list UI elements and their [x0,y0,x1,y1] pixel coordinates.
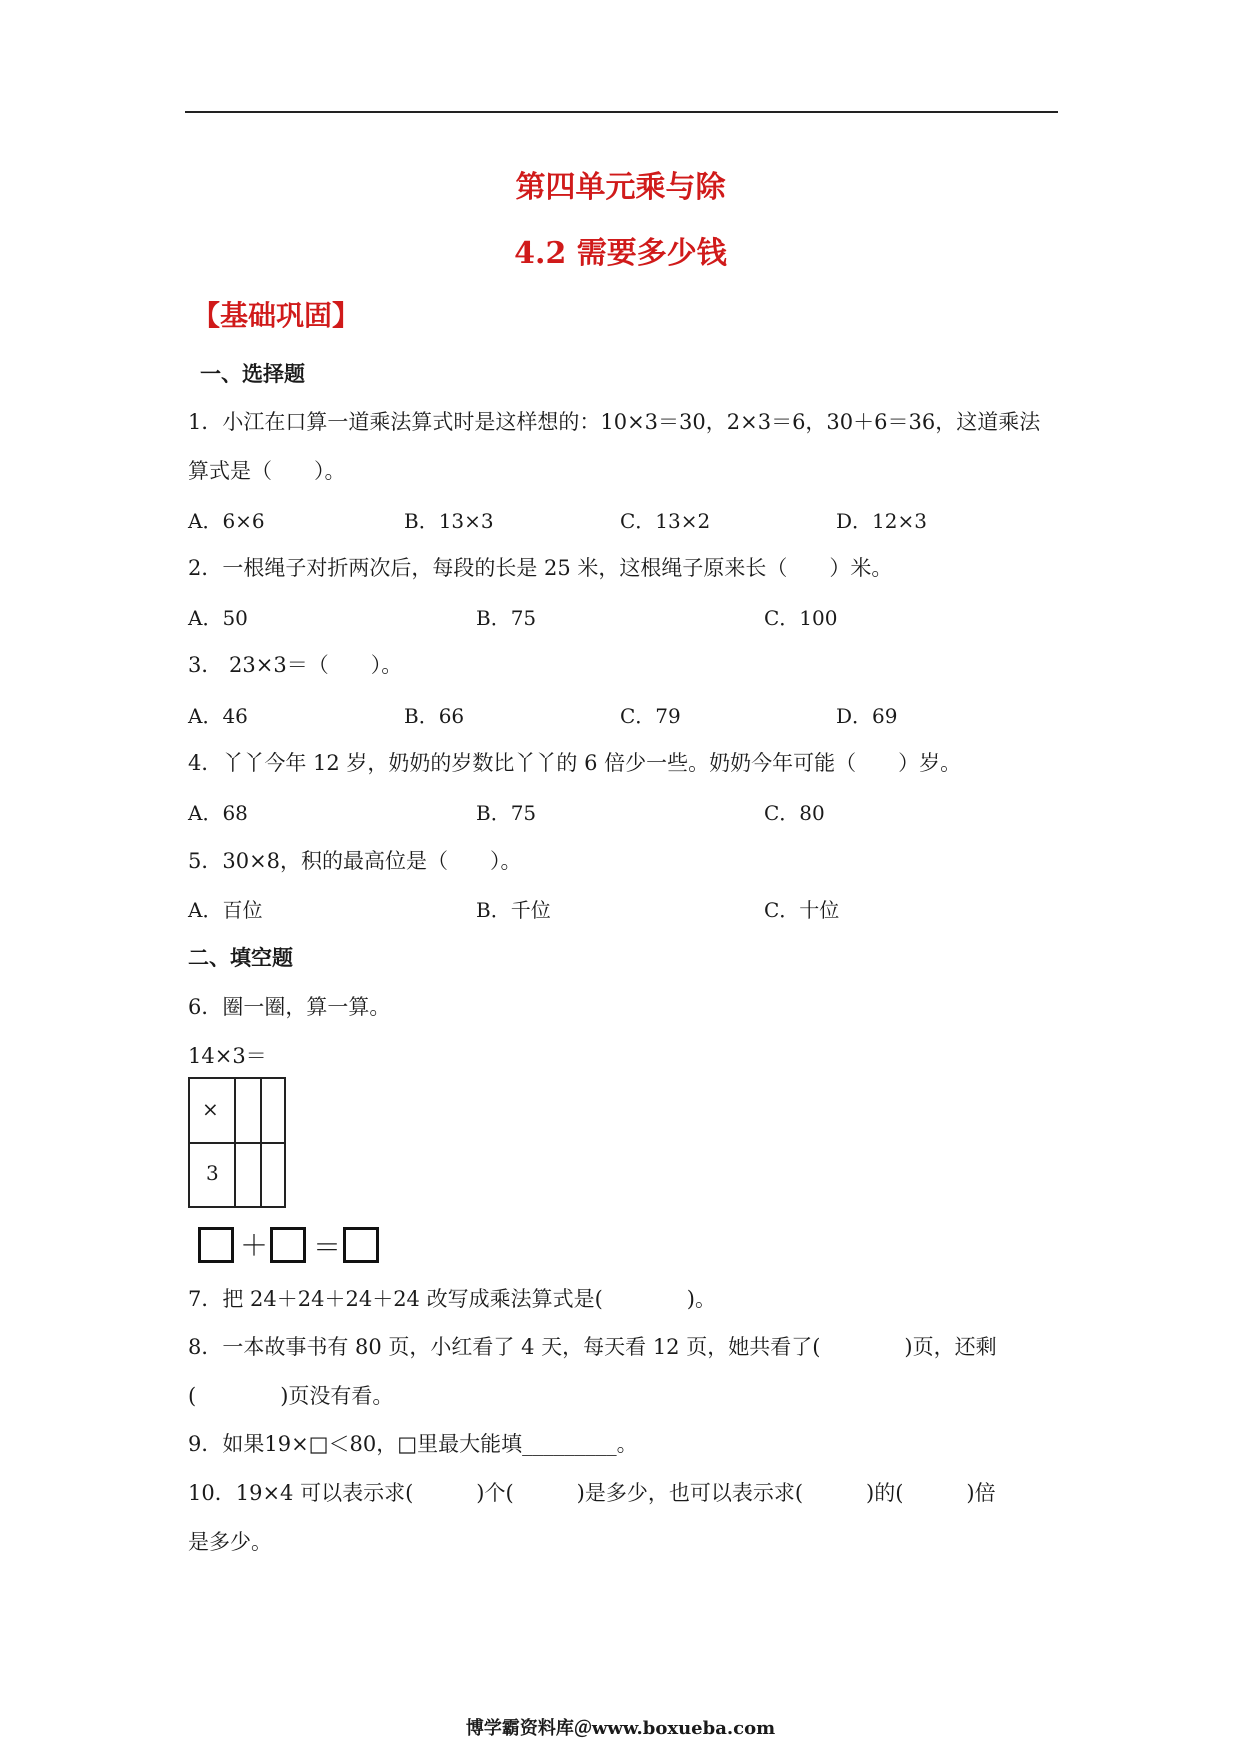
q4-option-c[interactable]: C．80 [764,801,825,825]
footer-watermark: 博学霸资料库＠www.boxueba.com [465,1718,776,1739]
header-rule [185,111,1058,113]
part1-heading: 一、选择题 [200,361,305,386]
q4-option-b[interactable]: B．75 [476,801,537,825]
q3-option-b[interactable]: B．66 [404,704,465,728]
q8-line2: ( )页没有看。 [188,1384,394,1408]
q3-option-a[interactable]: A．46 [188,704,248,728]
equals-sign: ＝ [313,1231,342,1264]
q1-option-a[interactable]: A．6×6 [188,509,265,533]
q5-option-b[interactable]: B．千位 [476,898,551,922]
grid-factor-3: 3 [206,1161,219,1185]
q1-option-d[interactable]: D．12×3 [836,509,927,533]
q10-line1: 10．19×4 可以表示求( )个( )是多少，也可以表示求( )的( )倍 [188,1481,996,1505]
answer-box-3[interactable] [343,1227,379,1263]
q7-text: 7．把 24＋24＋24＋24 改写成乘法算式是( )。 [188,1287,716,1311]
q3-option-c[interactable]: C．79 [620,704,681,728]
q4-option-a[interactable]: A．68 [188,801,248,825]
q10-line2: 是多少。 [188,1530,272,1554]
q5-text: 5．30×8，积的最高位是（ ）。 [188,849,522,873]
multiplication-grid [188,1077,286,1208]
q1-option-b[interactable]: B．13×3 [404,509,494,533]
q5-option-c[interactable]: C．十位 [764,898,840,922]
q3-option-d[interactable]: D．69 [836,704,898,728]
q8-line1: 8．一本故事书有 80 页，小红看了 4 天，每天看 12 页，她共看了( )页，还剩 [188,1335,997,1359]
unit-title: 第四单元乘与除 [515,170,726,205]
grid-answer-cell[interactable] [262,1079,284,1142]
q9-text: 9．如果19×□＜80，□里最大能填_________。 [188,1432,638,1456]
q1-line1: 1．小江在口算一道乘法算式时是这样想的：10×3＝30，2×3＝6，30＋6＝36，这道乘法 [188,410,1041,434]
grid-answer-cell[interactable] [236,1144,260,1206]
q2-option-a[interactable]: A．50 [188,606,248,630]
q2-text: 2．一根绳子对折两次后，每段的长是 25 米，这根绳子原来长（ ）米。 [188,556,893,580]
q2-option-c[interactable]: C．100 [764,606,838,630]
q5-option-a[interactable]: A．百位 [188,898,263,922]
answer-box-1[interactable] [198,1227,234,1263]
grid-times-symbol: × [202,1097,219,1121]
q6-expression: 14×3＝ [188,1044,267,1068]
q1-line2: 算式是（ ）。 [188,459,346,483]
q1-option-c[interactable]: C．13×2 [620,509,711,533]
plus-sign: ＋ [240,1229,269,1262]
q3-text: 3． 23×3＝（ ）。 [188,653,403,677]
section-label: 【基础巩固】 [192,299,361,332]
q6-text: 6．圈一圈，算一算。 [188,995,391,1019]
q2-option-b[interactable]: B．75 [476,606,537,630]
grid-answer-cell[interactable] [236,1079,260,1142]
q4-text: 4．丫丫今年 12 岁，奶奶的岁数比丫丫的 6 倍少一些。奶奶今年可能（ ）岁。 [188,751,962,775]
lesson-title: 4.2 需要多少钱 [514,236,727,271]
part2-heading: 二、填空题 [188,945,293,970]
grid-answer-cell[interactable] [262,1144,284,1206]
answer-box-2[interactable] [270,1227,306,1263]
